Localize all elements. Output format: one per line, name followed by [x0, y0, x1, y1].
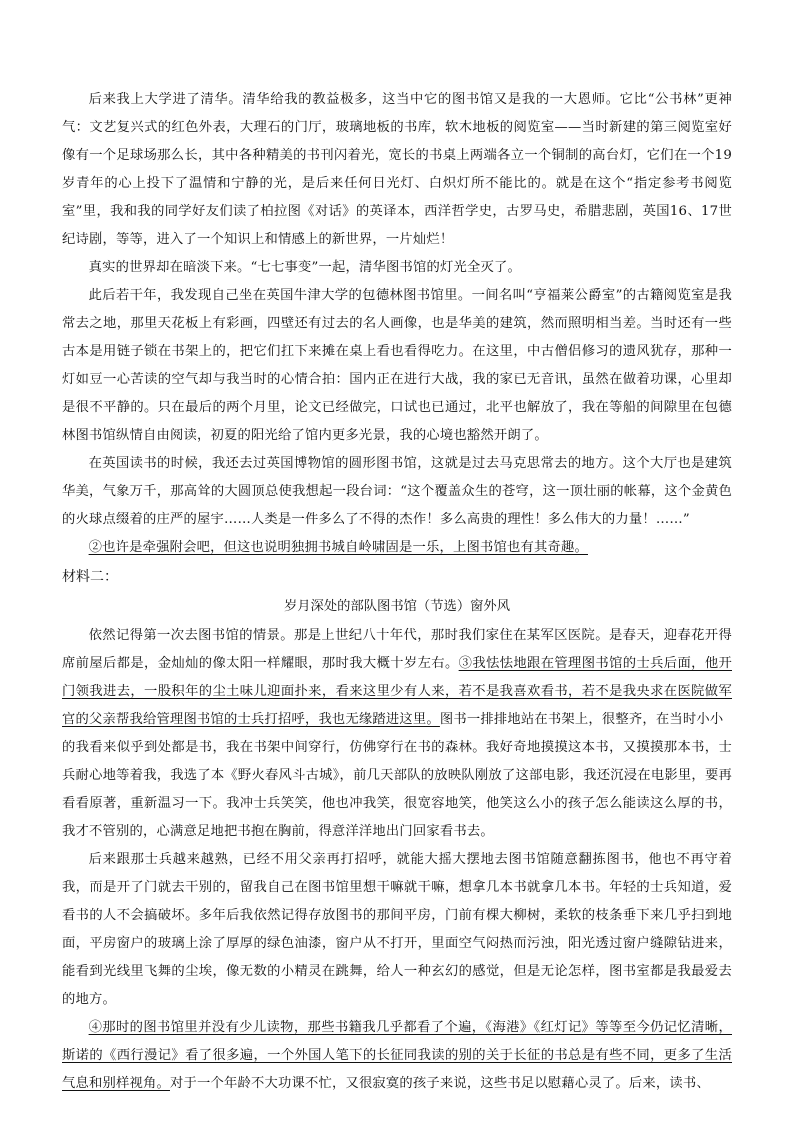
material-two [62, 622, 732, 1098]
article-title: 岁月深处的部队图书馆（节选）窗外风 [283, 599, 511, 614]
paragraph-july-seventh: 真实的世界却在暗淡下来。“七七事变”一起，清华图书馆的灯光全灭了。 [88, 260, 521, 275]
document-body [62, 86, 732, 1098]
paragraph-soldier: 后来跟那士兵越来越熟，已经不用父亲再打招呼，就能大摇大摆地去图书馆随意翻拣图书，他也不再守着我，而是开了门就去干别的，留我自己在图书馆里想干嘛就干嘛，想拿几本书就拿几本书。年轻的士兵知道，爱看书的人不会搞破坏。多年后我依然记得存放图书的那间平房，门前有棵大柳树，柔软的枝条垂下来几乎扫到地面，平房窗户的玻璃上涂了厚厚的绿色油漆，窗户从不打开，里面空气闷热而污浊，阳光透过窗户缝隙钻进来，能看到光线里飞舞的尘埃，像无数的小精灵在跳舞，给人一种玄幻的感觉，但是无论怎样，图书室都是我最爱去的地方。 [62, 852, 732, 1007]
text-segment: 依然记得第一次去图书馆的情景。那是上世纪八十年代，那时我们家住在某军区医院。是春天，迎春花开得席前屋后都是，金灿灿的像太阳一样耀眼，那时我大概十岁左右。 [62, 628, 732, 671]
text-segment: 对于一个年龄不大功课不忙，又很寂寞的孩子来说，这些书足以慰藉心灵了。后来，读书、 [169, 1076, 710, 1091]
material-one [62, 86, 732, 562]
paragraph-british-museum: 在英国读书的时候，我还去过英国博物馆的圆形图书馆，这就是过去马克思常去的地方。这个大厅也是建筑华美，气象万千，那高耸的大圆顶总使我想起一段台词：“这个覆盖众生的苍穹，这一顶壮丽的帐幕，这个金黄色的火球点缀着的庄严的屋宇……人类是一件多么了不得的杰作！多么高贵的理性！多么伟大的力量！……” [62, 456, 732, 527]
paragraph-first-visit [62, 622, 732, 734]
paragraph-tsinghua: 后来我上大学进了清华。清华给我的教益极多，这当中它的图书馆又是我的一大恩师。它比“公书林”更神气：文艺复兴式的红色外表，大理石的门厅，玻璃地板的书库，软木地板的阅览室——当时新建的第三阅览室好像有一个足球场那么长，其中各种精美的书刊闪着光，宽长的书桌上两端各立一个铜制的高台灯，它们在一个19岁青年的心上投下了温情和宁静的光，是后来任何日光灯、白炽灯所不能比的。就是在这个“指定参考书阅览室”里，我和我的同学好友们读了柏拉图《对话》的英译本，西洋哲学史，古罗马史，希腊悲剧，英国16、17世纪诗剧，等等，进入了一个知识上和情感上的新世界，一片灿烂！ [62, 92, 732, 247]
text-segment: 图书一排排地站在书架上，很整齐，在当时小小 [439, 712, 724, 727]
paragraph-underlined-2 [62, 534, 732, 562]
material-two-label: 材料二： [62, 569, 118, 585]
underlined-sentence-4: ④那时的图书馆里并没有少儿读物，那些书籍我几乎都看了个遍，《海港》《红灯记》等等至今仍记忆清晰，斯诺的《西行漫记》看了很多遍，一个外国人笔下的长征同我读的别的关于长征的书总是有些不同，更多了生活气息和别样视角。 [62, 1020, 732, 1091]
paragraph-underlined-4 [62, 1014, 732, 1098]
paragraph-bodleian: 此后若干年，我发现自己坐在英国牛津大学的包德林图书馆里。一间名叫“亨福莱公爵室”的古籍阅览室是我常去之地，那里天花板上有彩画，四壁还有过去的名人画像，也是华美的建筑，然而照明相当差。当时还有一些古本是用链子锁在书架上的，把它们扛下来摊在桌上看也看得吃力。在这里，中古僧侣修习的遗风犹存，那种一灯如豆一心苦读的空气却与我当时的心情合拍：国内正在进行大战，我的家已无音讯，虽然在做着功课，心里却是很不平静的。只在最后的两个月里，论文已经做完，口试也已通过，北平也解放了，我在等船的间隙里在包德林图书馆纵情自由阅读，初夏的阳光给了馆内更多光景，我的心境也豁然开朗了。 [62, 288, 732, 443]
underlined-sentence-2: ②也许是牵强附会吧，但这也说明独拥书城自岭啸固是一乐，上图书馆也有其奇趣。 [88, 540, 588, 555]
paragraph-book-forest: 的我看来似乎到处都是书，我在书架中间穿行，仿佛穿行在书的森林。我好奇地摸摸这本书，又摸摸那本书，士兵耐心地等着我，我选了本《野火春风斗古城》，前几天部队的放映队刚放了这部电影，我还沉浸在电影里，要再看看原著，重新温习一下。我冲士兵笑笑，他也冲我笑，很宽容地笑，他笑这么小的孩子怎么能读这么厚的书，我才不管别的，心满意足地把书抱在胸前，得意洋洋地出门回家看书去。 [62, 740, 732, 839]
underlined-sentence-3: ③我怯怯地跟在管理图书馆的士兵后面，他开门领我进去，一股积年的尘土味儿迎面扑来，看来这里少有人来，若不是我喜欢看书，若不是我央求在医院做军官的父亲帮我给管理图书馆的士兵打招呼，我也无缘踏进这里。 [62, 656, 732, 727]
